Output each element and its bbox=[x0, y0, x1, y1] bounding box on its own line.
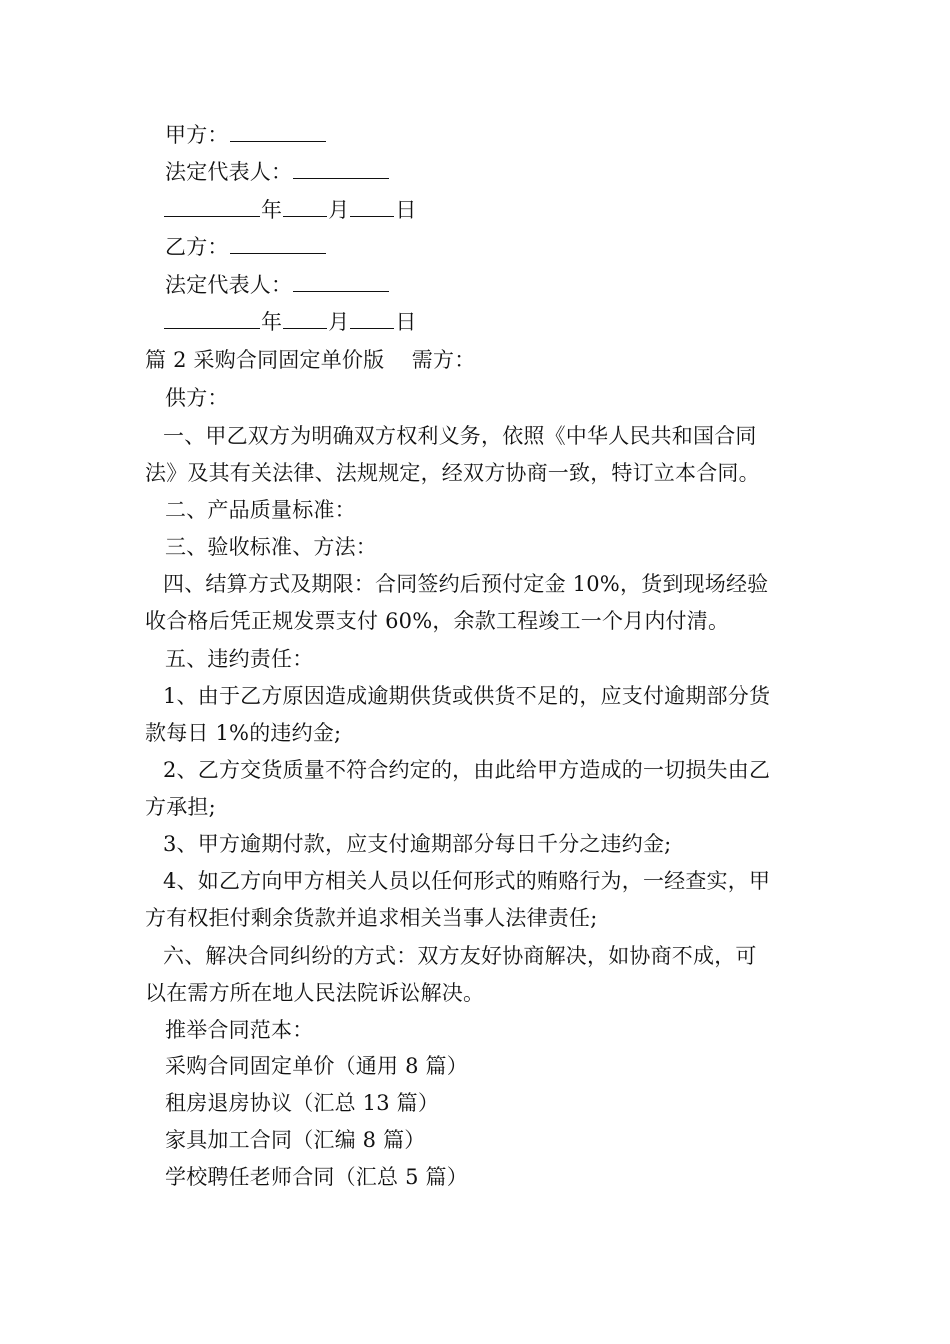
month-label: 月 bbox=[328, 310, 350, 334]
party-b-line bbox=[165, 233, 327, 261]
clause-1-line-1: 一、甲乙双方为明确双方权利义务，依照《中华人民共和国合同 bbox=[163, 424, 757, 448]
party-b-label: 乙方： bbox=[165, 235, 229, 259]
clause-5-4-line-2: 方有权拒付剩余货款并追求相关当事人法律责任; bbox=[145, 906, 598, 930]
clause-5-1-line-1: 1、由于乙方原因造成逾期供货或供货不足的，应支付逾期部分货 bbox=[163, 684, 771, 708]
recommend-item[interactable]: 租房退房协议（汇总 13 篇） bbox=[165, 1091, 440, 1115]
year-label: 年 bbox=[261, 310, 283, 334]
party-a-blank bbox=[230, 121, 326, 142]
party-a-rep-label: 法定代表人： bbox=[165, 160, 293, 184]
supplier-line: 供方： bbox=[165, 386, 229, 410]
clause-5-2-line-2: 方承担; bbox=[145, 795, 216, 819]
party-a-date-line bbox=[163, 196, 417, 224]
clause-5-1-line-2: 款每日 1%的违约金; bbox=[145, 721, 342, 745]
party-b-rep-line bbox=[165, 271, 390, 299]
clause-5-2-line-1: 2、乙方交货质量不符合约定的，由此给甲方造成的一切损失由乙 bbox=[163, 758, 771, 782]
date-year-blank bbox=[164, 196, 260, 217]
party-b-date-line bbox=[163, 308, 417, 336]
clause-5: 五、违约责任： bbox=[165, 647, 314, 671]
date-month-blank bbox=[283, 308, 327, 329]
clause-4-line-2: 收合格后凭正规发票支付 60%，余款工程竣工一个月内付清。 bbox=[145, 609, 730, 633]
clause-2: 二、产品质量标准： bbox=[165, 498, 356, 522]
clause-6-line-2: 以在需方所在地人民法院诉讼解决。 bbox=[145, 981, 485, 1005]
date-day-blank bbox=[350, 196, 394, 217]
date-month-blank bbox=[283, 196, 327, 217]
day-label: 日 bbox=[395, 310, 417, 334]
date-year-blank bbox=[164, 308, 260, 329]
party-a-rep-line bbox=[165, 158, 390, 186]
recommend-title: 推举合同范本： bbox=[165, 1018, 314, 1042]
party-b-rep-label: 法定代表人： bbox=[165, 273, 293, 297]
recommend-item[interactable]: 家具加工合同（汇编 8 篇） bbox=[165, 1128, 426, 1152]
date-day-blank bbox=[350, 308, 394, 329]
party-a-label: 甲方： bbox=[165, 123, 229, 147]
section-title: 篇 2 采购合同固定单价版 需方： bbox=[145, 348, 476, 372]
party-a-rep-blank bbox=[293, 158, 389, 179]
month-label: 月 bbox=[328, 198, 350, 222]
clause-4-line-1: 四、结算方式及期限：合同签约后预付定金 10%，货到现场经验 bbox=[163, 572, 769, 596]
clause-5-3: 3、甲方逾期付款，应支付逾期部分每日千分之违约金; bbox=[163, 832, 672, 856]
party-a-line bbox=[165, 121, 327, 149]
clause-6-line-1: 六、解决合同纠纷的方式：双方友好协商解决，如协商不成，可 bbox=[163, 944, 757, 968]
year-label: 年 bbox=[261, 198, 283, 222]
clause-5-4-line-1: 4、如乙方向甲方相关人员以任何形式的贿赂行为，一经查实，甲 bbox=[163, 869, 771, 893]
clause-3: 三、验收标准、方法： bbox=[165, 535, 377, 559]
party-b-rep-blank bbox=[293, 271, 389, 292]
party-b-blank bbox=[230, 233, 326, 254]
day-label: 日 bbox=[395, 198, 417, 222]
recommend-item[interactable]: 学校聘任老师合同（汇总 5 篇） bbox=[165, 1165, 468, 1189]
clause-1-line-2: 法》及其有关法律、法规规定，经双方协商一致，特订立本合同。 bbox=[145, 461, 760, 485]
recommend-item[interactable]: 采购合同固定单价（通用 8 篇） bbox=[165, 1054, 468, 1078]
